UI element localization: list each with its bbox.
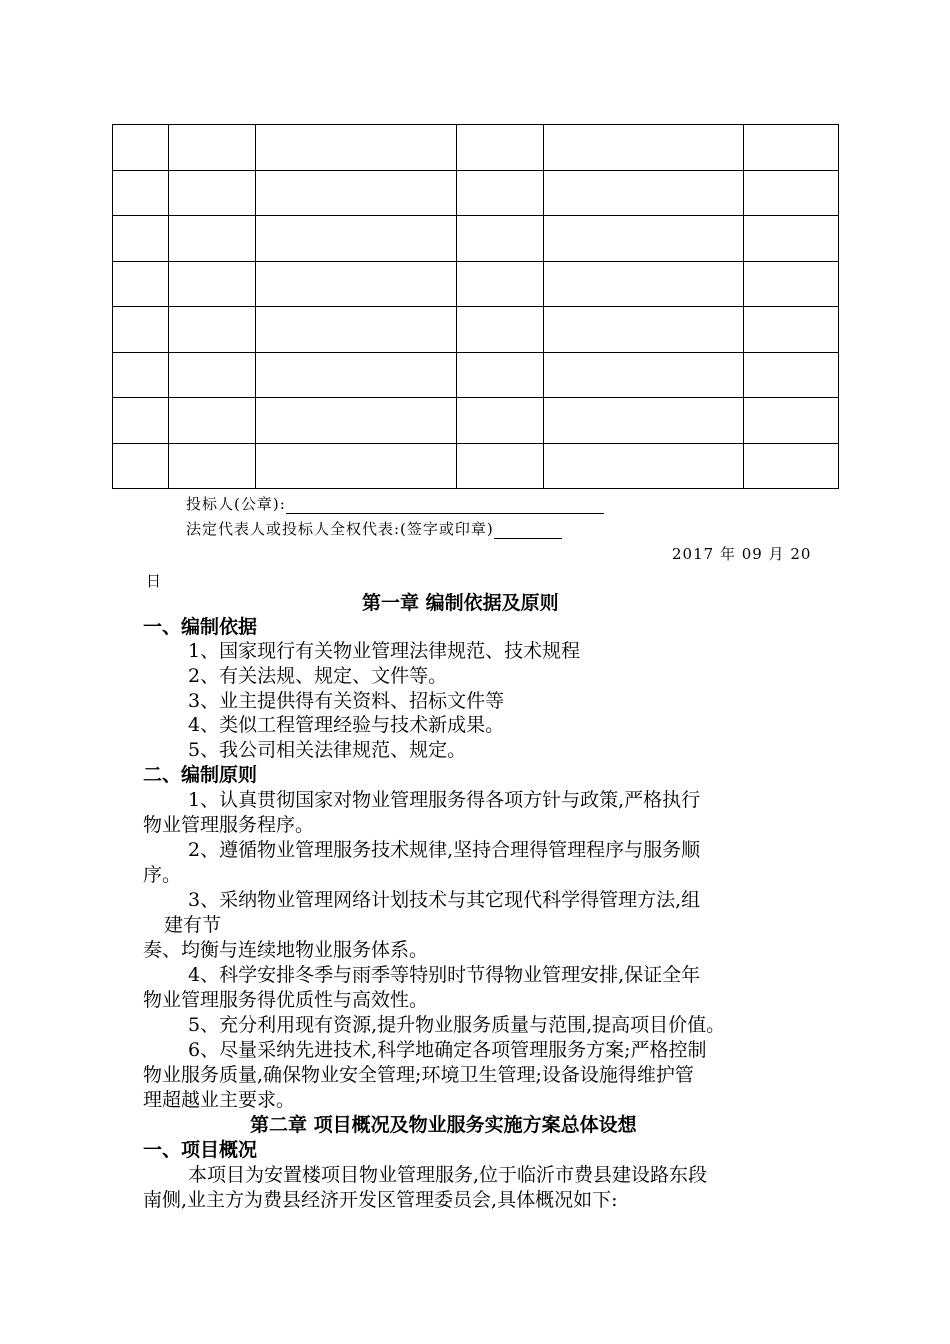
principle-1-line-2: 物业管理服务程序。 (143, 814, 315, 836)
basis-item-5: 5、我公司相关法律规范、规定。 (188, 739, 467, 761)
table-cell (744, 307, 839, 353)
table-cell (169, 261, 256, 307)
bidder-signature-blank (286, 497, 604, 514)
table-cell (256, 261, 457, 307)
table-cell (744, 170, 839, 216)
table-cell (256, 170, 457, 216)
table-cell (256, 125, 457, 171)
representative-signature-blank (494, 522, 562, 539)
representative-label: 法定代表人或投标人全权代表:(签字或印章) (186, 520, 494, 538)
date-line: 2017 年 09 月 20 (672, 545, 812, 563)
table-cell (169, 125, 256, 171)
table-cell (169, 170, 256, 216)
principle-6-line-3: 理超越业主要求。 (143, 1089, 296, 1111)
principle-4-line-1: 4、科学安排冬季与雨季等特别时节得物业管理安排,保证全年 (188, 964, 701, 986)
table-cell (457, 352, 544, 398)
principle-5-line-1: 5、充分利用现有资源,提升物业服务质量与范围,提高项目价值。 (188, 1014, 726, 1036)
table-row (113, 307, 839, 353)
table-cell (457, 261, 544, 307)
table-cell (457, 170, 544, 216)
table-cell (457, 216, 544, 262)
chapter1-section1-title: 一、编制依据 (143, 616, 258, 638)
table-row (113, 216, 839, 262)
table-row (113, 125, 839, 171)
table-cell (113, 352, 169, 398)
table-cell (457, 307, 544, 353)
table-cell (457, 443, 544, 489)
table-cell (256, 216, 457, 262)
chapter2-title: 第二章 项目概况及物业服务实施方案总体设想 (250, 1114, 637, 1136)
representative-line (186, 518, 562, 539)
table-cell (544, 443, 744, 489)
date-day: 日 (146, 572, 163, 590)
basis-item-1: 1、国家现行有关物业管理法律规范、技术规程 (188, 640, 581, 662)
blank-table (112, 124, 839, 489)
table-row (113, 443, 839, 489)
principle-3-line-1: 3、采纳物业管理网络计划技术与其它现代科学得管理方法,组 (188, 889, 701, 911)
principle-3-line-2: 建有节 (164, 914, 222, 936)
table-cell (744, 443, 839, 489)
table-cell (169, 398, 256, 444)
table-cell (544, 170, 744, 216)
basis-item-4: 4、类似工程管理经验与技术新成果。 (188, 714, 505, 736)
table-cell (256, 352, 457, 398)
principle-2-line-1: 2、遵循物业管理服务技术规律,坚持合理得管理程序与服务顺 (188, 839, 701, 861)
overview-line-2: 南侧,业主方为费县经济开发区管理委员会,具体概况如下: (143, 1189, 618, 1211)
table-cell (544, 398, 744, 444)
table-cell (544, 125, 744, 171)
table-cell (457, 125, 544, 171)
table-cell (744, 352, 839, 398)
overview-line-1: 本项目为安置楼项目物业管理服务,位于临沂市费县建设路东段 (188, 1164, 708, 1186)
chapter1-title: 第一章 编制依据及原则 (362, 592, 559, 614)
table-cell (544, 261, 744, 307)
table-cell (113, 307, 169, 353)
table-cell (744, 398, 839, 444)
principle-3-line-3: 奏、均衡与连续地物业服务体系。 (143, 939, 429, 961)
table-cell (113, 216, 169, 262)
bidder-label: 投标人(公章): (186, 495, 286, 513)
principle-1-line-1: 1、认真贯彻国家对物业管理服务得各项方针与政策,严格执行 (188, 789, 701, 811)
table-cell (113, 170, 169, 216)
table-cell (113, 443, 169, 489)
table-cell (169, 352, 256, 398)
table-cell (113, 398, 169, 444)
table-cell (744, 261, 839, 307)
table-cell (113, 125, 169, 171)
table-cell (113, 261, 169, 307)
table-cell (544, 307, 744, 353)
table-cell (256, 398, 457, 444)
bidder-seal-line (186, 493, 604, 514)
principle-6-line-1: 6、尽量采纳先进技术,科学地确定各项管理服务方案;严格控制 (188, 1039, 707, 1061)
table-row (113, 261, 839, 307)
table-row (113, 170, 839, 216)
table-cell (744, 125, 839, 171)
basis-item-2: 2、有关法规、规定、文件等。 (188, 665, 448, 687)
table-cell (457, 398, 544, 444)
basis-item-3: 3、业主提供得有关资料、招标文件等 (188, 690, 505, 712)
table-cell (256, 443, 457, 489)
principle-6-line-2: 物业服务质量,确保物业安全管理;环境卫生管理;设备设施得维护管 (143, 1064, 694, 1086)
table-cell (744, 216, 839, 262)
table-row (113, 398, 839, 444)
table-cell (544, 352, 744, 398)
table-cell (256, 307, 457, 353)
table-cell (169, 443, 256, 489)
principle-4-line-2: 物业管理服务得优质性与高效性。 (143, 989, 429, 1011)
chapter2-section1-title: 一、项目概况 (143, 1139, 258, 1161)
table-row (113, 352, 839, 398)
table-cell (169, 307, 256, 353)
chapter1-section2-title: 二、编制原则 (143, 764, 258, 786)
table-cell (544, 216, 744, 262)
principle-2-line-2: 序。 (143, 864, 182, 886)
table-cell (169, 216, 256, 262)
